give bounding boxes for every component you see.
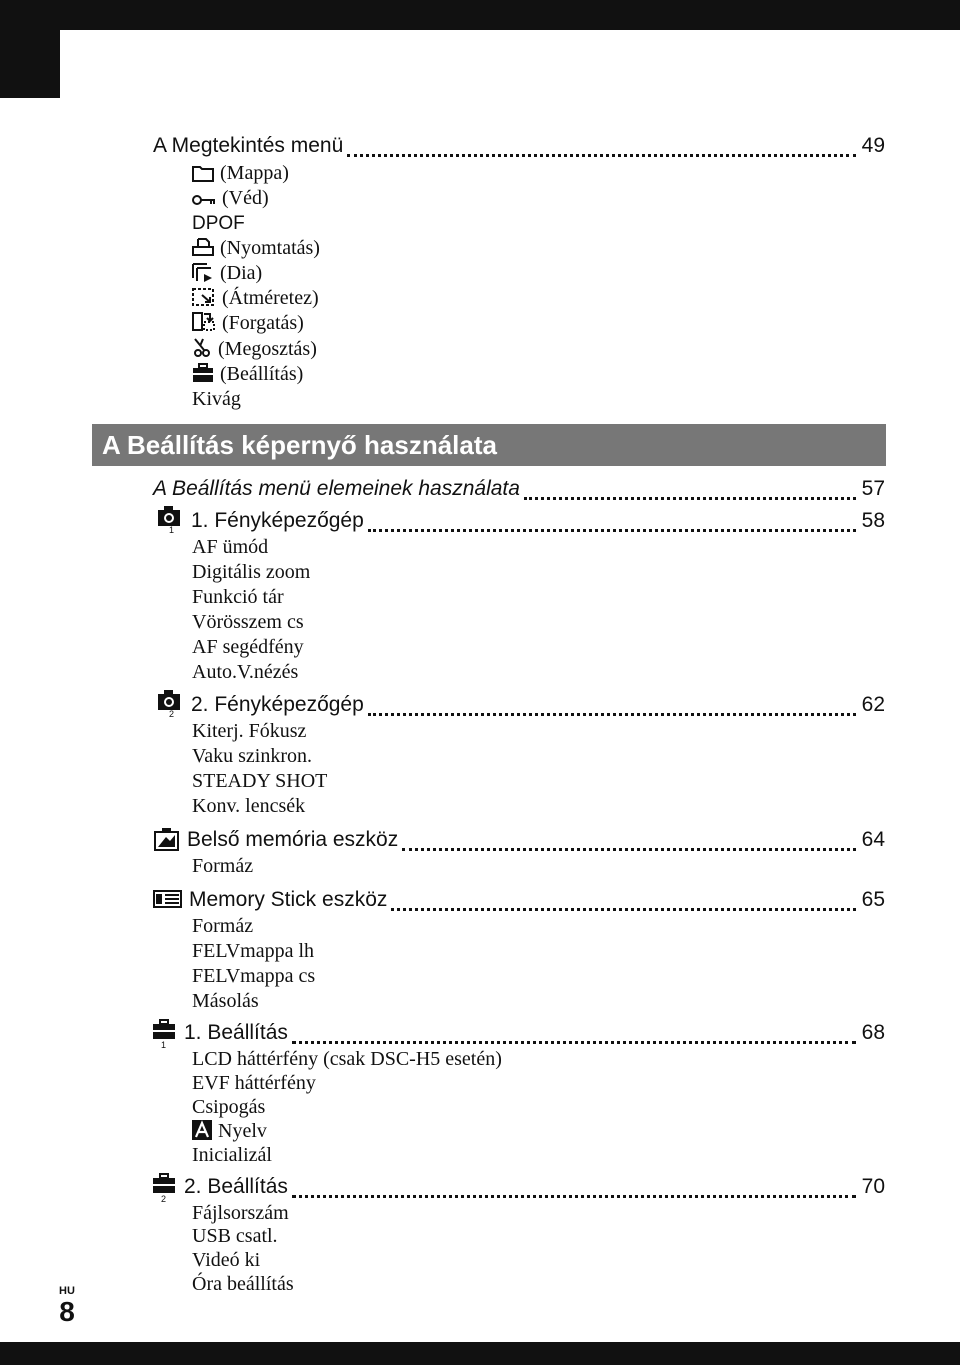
toc-subitem: Nyelv bbox=[192, 1119, 267, 1147]
resize-icon bbox=[192, 287, 216, 314]
toc-entry-setup-1[interactable] bbox=[0, 1019, 960, 1049]
toc-subitem: (Dia) bbox=[192, 261, 262, 289]
toc-entry-label: 1. Beállítás bbox=[184, 1019, 290, 1047]
toc-entry-memory-stick[interactable] bbox=[0, 886, 960, 916]
toc-page-number: 68 bbox=[859, 1019, 885, 1047]
scissors-icon bbox=[192, 338, 212, 365]
camera-icon: 2 bbox=[157, 689, 183, 724]
toc-subitem: Óra beállítás bbox=[192, 1273, 294, 1295]
toc-entry-label: A Beállítás menü elemeinek használata bbox=[153, 475, 522, 503]
toc-subitem: Digitális zoom bbox=[192, 561, 311, 583]
toc-entry-label: 1. Fényképezőgép bbox=[191, 507, 366, 535]
leader-dots bbox=[524, 493, 856, 500]
toc-page-number: 65 bbox=[859, 886, 885, 914]
toc-subitem: FELVmappa lh bbox=[192, 940, 315, 962]
toc-subitem: Fájlsorszám bbox=[192, 1202, 289, 1224]
toolbox-icon bbox=[192, 363, 214, 390]
leader-dots bbox=[368, 709, 856, 716]
toc-entry-label: Belső memória eszköz bbox=[187, 826, 400, 854]
toc-page-number: 58 bbox=[859, 507, 885, 535]
toc-subitem: Vaku szinkron. bbox=[192, 745, 312, 767]
toc-subitem: (Megosztás) bbox=[192, 337, 317, 365]
leader-dots bbox=[292, 1191, 856, 1198]
toc-subitem: Kivág bbox=[192, 388, 241, 410]
toc-page-number: 62 bbox=[859, 691, 885, 719]
toc-subitem: USB csatl. bbox=[192, 1225, 278, 1247]
toc-subitem: Konv. lencsék bbox=[192, 795, 306, 817]
toc-subitem: Auto.V.nézés bbox=[192, 661, 299, 683]
bottom-rule bbox=[0, 1342, 960, 1365]
toc-subitem: Inicializál bbox=[192, 1144, 272, 1166]
toc-subitem: Funkció tár bbox=[192, 586, 284, 608]
toc-entry-camera-2[interactable] bbox=[0, 691, 960, 721]
language-code: HU bbox=[59, 1285, 75, 1297]
toc-entry-setup-menu-items[interactable] bbox=[0, 475, 960, 505]
toc-page-number: 70 bbox=[859, 1173, 885, 1201]
toc-entry-setup-2[interactable] bbox=[0, 1173, 960, 1203]
toc-subitem: AF ümód bbox=[192, 536, 269, 558]
toc-entry-viewing-menu[interactable] bbox=[0, 132, 960, 162]
leader-dots bbox=[292, 1037, 856, 1044]
toc-subitem: (Nyomtatás) bbox=[192, 236, 320, 264]
toc-subitem: (Véd) bbox=[192, 186, 269, 214]
toc-subitem: Másolás bbox=[192, 990, 259, 1012]
toc-subitem: STEADY SHOT bbox=[192, 770, 328, 792]
toc-entry-camera-1[interactable] bbox=[0, 507, 960, 537]
section-title: A Beállítás képernyő használata bbox=[102, 430, 497, 460]
top-rule bbox=[0, 0, 960, 30]
section-heading-bar bbox=[92, 424, 886, 466]
toc-entry-label: A Megtekintés menü bbox=[153, 132, 345, 160]
toc-page-number: 64 bbox=[859, 826, 885, 854]
toc-subitem: (Beállítás) bbox=[192, 362, 303, 390]
toolbox-icon: 2 bbox=[152, 1173, 176, 1200]
page-number-block bbox=[52, 1285, 82, 1327]
toc-subitem: Videó ki bbox=[192, 1249, 261, 1271]
toc-page-number: 49 bbox=[859, 132, 885, 160]
leader-dots bbox=[368, 525, 856, 532]
toc-entry-label: 2. Beállítás bbox=[184, 1173, 290, 1201]
toc-entry-label: Memory Stick eszköz bbox=[189, 886, 389, 914]
toc-page-number: 57 bbox=[859, 475, 885, 503]
print-icon bbox=[192, 237, 214, 264]
top-white-area bbox=[60, 30, 960, 98]
leader-dots bbox=[391, 904, 856, 911]
slideshow-icon bbox=[192, 262, 214, 289]
leader-dots bbox=[347, 150, 856, 157]
camera-icon: 1 bbox=[157, 505, 183, 540]
rotate-icon bbox=[192, 312, 216, 339]
toc-entry-internal-memory[interactable] bbox=[0, 826, 960, 856]
toc-subitem: DPOF bbox=[192, 213, 245, 234]
toc-subitem: EVF háttérfény bbox=[192, 1072, 316, 1094]
toc-subitem: Formáz bbox=[192, 915, 254, 937]
toc-subitem: (Átméretez) bbox=[192, 286, 319, 314]
toolbox-icon: 1 bbox=[152, 1019, 176, 1046]
thumb-tab bbox=[0, 0, 60, 98]
toc-subitem: AF segédfény bbox=[192, 636, 304, 658]
toc-subitem: (Forgatás) bbox=[192, 311, 304, 339]
toc-subitem: Vörösszem cs bbox=[192, 611, 304, 633]
toc-subitem: Csipogás bbox=[192, 1096, 266, 1118]
toc-subitem: Kiterj. Fókusz bbox=[192, 720, 307, 742]
page-number: 8 bbox=[59, 1296, 75, 1327]
toc-entry-label: 2. Fényképezőgép bbox=[191, 691, 366, 719]
toc-subitem: Formáz bbox=[192, 855, 254, 877]
toc-subitem: (Mappa) bbox=[192, 161, 289, 189]
toc-subitem: LCD háttérfény (csak DSC-H5 esetén) bbox=[192, 1048, 502, 1070]
leader-dots bbox=[402, 844, 856, 851]
toc-subitem: FELVmappa cs bbox=[192, 965, 316, 987]
